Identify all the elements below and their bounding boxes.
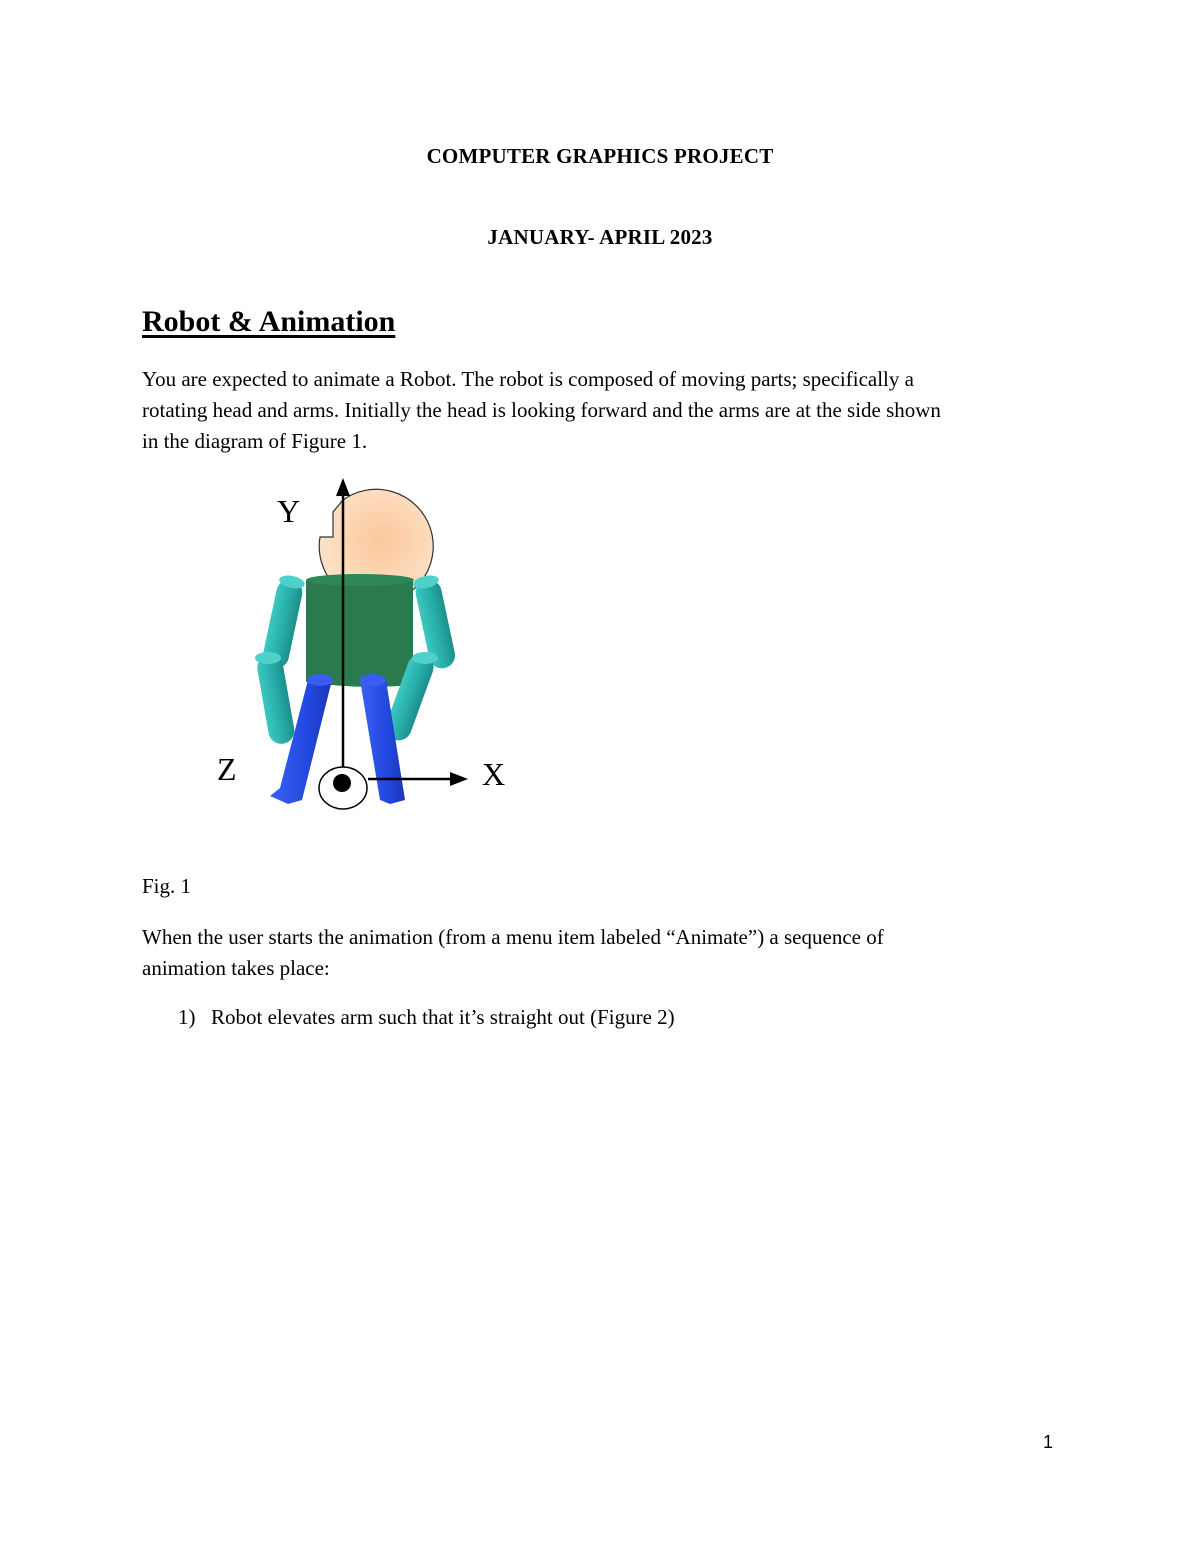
- step-text: Robot elevates arm such that it’s straight out (Figure 2): [211, 1005, 675, 1029]
- intro-line-3: in the diagram of Figure 1.: [142, 429, 368, 453]
- section-heading: Robot & Animation: [142, 305, 396, 338]
- intro-line-2: rotating head and arms. Initially the head is looking forward and the arms are at the side shown: [142, 398, 941, 422]
- step-number: 1): [178, 1005, 196, 1029]
- animation-line-1: When the user starts the animation (from a menu item labeled “Animate”) a sequence of: [142, 925, 884, 949]
- robot-torso: [306, 574, 414, 687]
- document-subtitle: JANUARY- APRIL 2023: [487, 225, 713, 249]
- z-axis-label: Z: [217, 751, 237, 787]
- figure-caption: Fig. 1: [142, 874, 192, 898]
- z-axis-symbol: [319, 767, 367, 809]
- robot-figure: [200, 470, 520, 820]
- step-list-item: [178, 1005, 675, 1030]
- x-axis-label: X: [482, 756, 506, 792]
- animation-line-2: animation takes place:: [142, 956, 330, 980]
- y-axis-label: Y: [277, 493, 301, 529]
- animation-paragraph: [142, 922, 1062, 984]
- page-number: 1: [1043, 1432, 1054, 1452]
- intro-line-1: You are expected to animate a Robot. The robot is composed of moving parts; specifically a: [142, 367, 914, 391]
- document-title: COMPUTER GRAPHICS PROJECT: [426, 144, 774, 168]
- intro-paragraph: [142, 364, 1062, 457]
